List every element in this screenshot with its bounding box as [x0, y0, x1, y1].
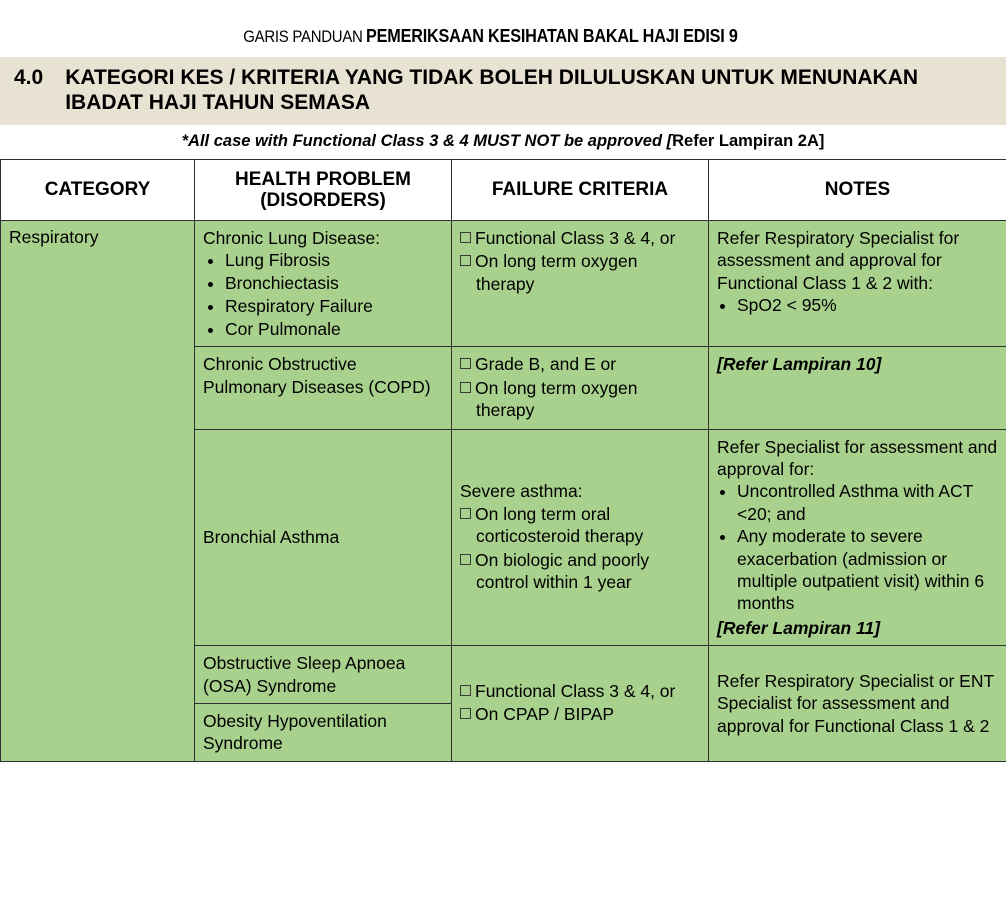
criteria-item-label: On long term oral corticosteroid therapy — [475, 503, 644, 547]
disorder-cell-obesity-hypoventilation — [195, 703, 452, 761]
column-header-health-problem-line1: HEALTH PROBLEM — [235, 168, 411, 190]
criteria-cell-osa — [452, 646, 709, 762]
criteria-item-label: Functional Class 3 & 4, or — [475, 228, 676, 249]
criteria-item — [460, 353, 700, 375]
criteria-table — [0, 159, 1006, 762]
criteria-item — [460, 377, 700, 422]
table-row — [1, 221, 1006, 347]
notes-cell-osa — [709, 646, 1006, 762]
criteria-item — [460, 503, 700, 548]
disorder-title: Chronic Obstructive Pulmonary Diseases (COPD) — [203, 354, 431, 397]
checkbox-icon — [460, 255, 471, 266]
header-guideline-text: GARIS PANDUAN — [242, 27, 363, 46]
criteria-item — [460, 703, 700, 725]
disorder-cell-osa-syndrome — [195, 646, 452, 704]
notes-text: Refer Respiratory Specialist for assessment and approval for Functional Class 1 & 2 with: — [717, 228, 960, 293]
criteria-item-label: Functional Class 3 & 4, or — [475, 681, 676, 702]
subnote-suffix: Lampiran 2A] — [714, 131, 825, 150]
header-title-text: PEMERIKSAAN KESIHATAN BAKAL HAJI EDISI 9 — [366, 26, 739, 46]
checkbox-icon — [460, 708, 471, 719]
disorder-title: Obesity Hypoventilation Syndrome — [203, 710, 387, 754]
criteria-item — [460, 680, 700, 702]
list-item: • Respiratory Failure — [225, 295, 443, 318]
column-header-notes: NOTES — [709, 159, 1006, 221]
column-header-health-problem — [195, 159, 452, 221]
subnote-prefix: *All case with Functional Class 3 & 4 MUST NOT be approved [ — [181, 131, 673, 150]
section-title-band — [0, 57, 1006, 125]
notes-reference: [Refer Lampiran 10] — [717, 354, 882, 375]
criteria-item-label: On CPAP / BIPAP — [475, 704, 615, 725]
section-number: 4.0 — [14, 66, 44, 89]
checkbox-icon — [460, 508, 471, 519]
column-header-failure-criteria: FAILURE CRITERIA — [452, 159, 709, 221]
notes-cell-bronchial-asthma — [709, 429, 1006, 646]
criteria-item — [460, 549, 700, 594]
criteria-item-label: On biologic and poorly control within 1 year — [475, 549, 650, 592]
list-item: • Cor Pulmonale — [225, 318, 443, 341]
subnote-refer: Refer — [672, 131, 715, 150]
criteria-checkbox-list — [460, 353, 700, 421]
disorder-title: Obstructive Sleep Apnoea (OSA) Syndrome — [203, 653, 406, 696]
criteria-item — [460, 250, 700, 295]
criteria-heading: Severe asthma: — [460, 481, 583, 502]
criteria-checkbox-list — [460, 227, 700, 295]
checkbox-icon — [460, 685, 471, 696]
criteria-item-label: Grade B, and E or — [475, 354, 617, 375]
checkbox-icon — [460, 232, 471, 243]
column-header-category: CATEGORY — [1, 159, 195, 221]
checkbox-icon — [460, 554, 471, 565]
notes-cell-copd — [709, 347, 1006, 429]
section-title: KATEGORI KES / KRITERIA YANG TIDAK BOLEH DILULUSKAN UNTUK MENUNAKAN IBADAT HAJI TAHUN SEMASA — [65, 66, 919, 114]
list-item: • Any moderate to severe exacerbation (admission or multiple outpatient visit) within 6 months — [737, 525, 998, 615]
notes-bullet-list — [717, 294, 998, 316]
list-item: • Lung Fibrosis — [225, 249, 443, 272]
list-item: • Bronchiectasis — [225, 272, 443, 295]
checkbox-icon — [460, 382, 471, 393]
disorder-cell-copd — [195, 347, 452, 429]
document-header — [0, 0, 1006, 57]
disorder-bullet-list — [203, 249, 443, 340]
criteria-item-label: On long term oxygen therapy — [475, 251, 638, 294]
criteria-cell-chronic-lung-disease — [452, 221, 709, 347]
table-header-row — [1, 159, 1006, 221]
section-subnote — [0, 125, 1006, 159]
disorder-title: Bronchial Asthma — [203, 527, 340, 548]
notes-bullet-list — [717, 480, 998, 614]
disorder-cell-chronic-lung-disease — [195, 221, 452, 347]
notes-text: Refer Respiratory Specialist or ENT Specialist for assessment and approval for Functional Class 1 & 2 — [717, 670, 994, 736]
checkbox-icon — [460, 358, 471, 369]
notes-reference: [Refer Lampiran 11] — [717, 617, 881, 638]
disorder-title: Chronic Lung Disease: — [203, 228, 381, 249]
notes-cell-chronic-lung-disease — [709, 221, 1006, 347]
criteria-item-label: On long term oxygen therapy — [475, 377, 638, 421]
column-header-health-problem-line2: (DISORDERS) — [260, 189, 386, 211]
criteria-cell-bronchial-asthma — [452, 429, 709, 646]
category-cell-respiratory: Respiratory — [1, 221, 195, 762]
disorder-cell-bronchial-asthma — [195, 429, 452, 646]
notes-text: Refer Specialist for assessment and approval for: — [717, 436, 998, 480]
criteria-checkbox-list — [460, 680, 700, 726]
list-item: • SpO2 < 95% — [737, 294, 998, 316]
criteria-checkbox-list — [460, 503, 700, 594]
criteria-item — [460, 227, 700, 249]
list-item: • Uncontrolled Asthma with ACT <20; and — [737, 480, 998, 525]
criteria-cell-copd — [452, 347, 709, 429]
